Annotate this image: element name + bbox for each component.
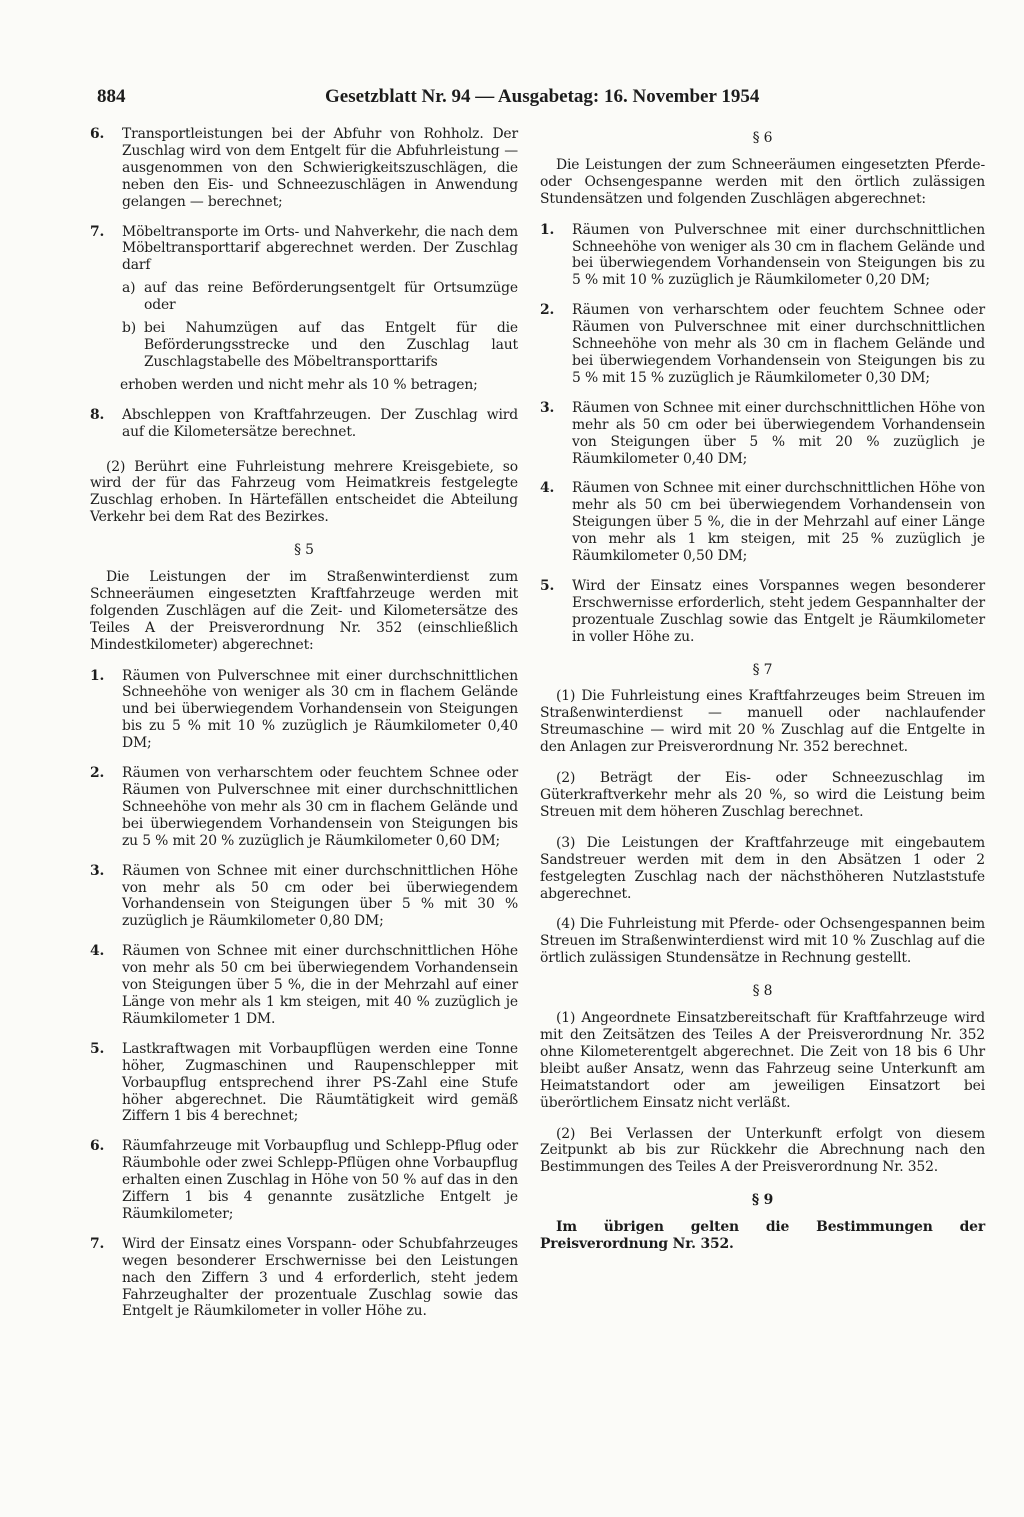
sub-item-label: a) <box>122 280 136 297</box>
paragraph: (3) Die Leistungen der Kraftfahrzeuge mit eingebautem Sandstreuer werden mit dem in den Absätzen 1 oder 2 festgelegten Zuschlag nach der nächsthöheren Nutzlaststufe abgerechnet. <box>540 834 985 902</box>
item-text: Räumen von Pulverschnee mit einer durchschnittlichen Schneehöhe von weniger als 30 cm in flachem Gelände und bei überwiegendem Vorhandensein von Steigungen bis zu 5 % mit 10 % zuzüglich je Räumkilometer 0,20 DM; <box>572 221 985 289</box>
item-number: 1. <box>540 221 555 238</box>
list-item <box>540 222 985 290</box>
item-text: Wird der Einsatz eines Vorspann- oder Schubfahrzeuges wegen besonderer Erschwernisse bei den Leistungen nach den Ziffern 3 und 4 erforderlich, steht jedem Fahrzeughalter der prozentuale Zuschlag sowie das Entgelt je Räumkilometer in voller Höhe zu. <box>122 1235 518 1320</box>
list-item <box>90 126 518 211</box>
list-item <box>90 943 518 1028</box>
item-number: 8. <box>90 406 105 423</box>
list-item <box>90 1236 518 1321</box>
sub-item-text: auf das reine Beförderungsentgelt für Ortsumzüge oder <box>144 280 518 314</box>
list-item <box>540 578 985 646</box>
item-number: 5. <box>90 1040 105 1057</box>
section-heading: § 5 <box>294 542 314 559</box>
item-text: Wird der Einsatz eines Vorspannes wegen besonderer Erschwernisse erforderlich, steht jedem Gespannhalter der prozentuale Zuschlag sowie das Entgelt je Räumkilometer in voller Höhe zu. <box>572 577 985 645</box>
sub-item <box>122 320 518 371</box>
item-text: Räumen von verharschtem oder feuchtem Schnee oder Räumen von Pulverschnee mit einer durchschnittlichen Schneehöhe von mehr als 30 cm in flachem Gelände und bei überwiegendem Vorhandensein von Steigungen bis zu 5 % mit 20 % zuzüglich je Räumkilometer 0,60 DM; <box>122 765 518 849</box>
item-number: 5. <box>540 577 555 594</box>
item-number: 6. <box>90 126 105 142</box>
section-intro: Die Leistungen der zum Schneeräumen eingesetzten Pferde- oder Ochsengespanne werden mit den örtlich zulässigen Stundensätzen und folgenden Zuschlägen abgerechnet: <box>540 156 985 207</box>
item-number: 3. <box>90 862 105 879</box>
item-text: Abschleppen von Kraftfahrzeugen. Der Zuschlag wird auf die Kilometersätze berechnet. <box>122 406 518 440</box>
item-text: Räumen von Schnee mit einer durchschnittlichen Höhe von mehr als 50 cm bei überwiegendem Vorhandensein von Steigungen über 5 %, die in der Mehrzahl auf einer Länge von mehr als 1 km steigen, mit 40 % zuzüglich je Räumkilometer 1 DM. <box>122 943 518 1027</box>
paragraph: (2) Beträgt der Eis- oder Schneezuschlag im Güterkraftverkehr mehr als 20 %, so wird die Leistung beim Streuen mit dem höheren Zuschlag berechnet. <box>540 770 985 820</box>
item-text: Räumen von Schnee mit einer durchschnittlichen Höhe von mehr als 50 cm oder bei überwiegendem Vorhandensein von Steigungen über 5 % mit 20 % zuzüglich je Räumkilometer 0,40 DM; <box>572 399 985 467</box>
item-number: 4. <box>90 943 105 960</box>
item-text: Möbeltransporte im Orts- und Nahverkehr, die nach dem Möbeltransporttarif abgerechnet werden. Der Zuschlag darf <box>122 223 518 274</box>
left-column <box>90 126 518 1333</box>
item-text: Lastkraftwagen mit Vorbaupflügen werden eine Tonne höher, Zugmaschinen und Raupenschlepper mit Vorbaupflug entsprechend ihrer PS-Zahl eine Stufe höher abgerechnet. Die Räumtätigkeit wird gemäß Ziffern 1 bis 4 berechnet; <box>122 1040 518 1125</box>
item-number: 4. <box>540 480 555 497</box>
list-item <box>90 668 518 753</box>
paragraph: (2) Berührt eine Fuhrleistung mehrere Kreisgebiete, so wird der für das Fahrzeug vom Heimatkreis festgelegte Zuschlag erhoben. In Härtefällen entscheidet die Abteilung Verkehr bei dem Rat des Bezirkes. <box>90 458 518 526</box>
item-text: Räumen von Schnee mit einer durchschnittlichen Höhe von mehr als 50 cm bei überwiegendem Vorhandensein von Steigungen über 5 %, die in der Mehrzahl auf einer Länge von mehr als 1 km steigen, mit 25 % zuzüglich je Räumkilometer 0,50 DM; <box>572 480 985 565</box>
sub-item <box>122 280 518 314</box>
section-heading: § 9 <box>751 1192 774 1209</box>
paragraph: (4) Die Fuhrleistung mit Pferde- oder Ochsengespannen beim Streuen im Straßenwinterdienst wird mit 10 % Zuschlag auf die örtlich zulässigen Stundensätze in Rechnung gestellt. <box>540 916 985 967</box>
item-text: Räumfahrzeuge mit Vorbaupflug und Schlepp-Pflug oder Räumbohle oder zwei Schlepp-Pflügen ohne Vorbaupflug erhalten einen Zuschlag in Höhe von 50 % auf das in den Ziffern 1 bis 4 genannte zusätzliche Entgelt je Räumkilometer; <box>122 1138 518 1222</box>
item-continuation: erhoben werden und nicht mehr als 10 % betragen; <box>120 376 478 393</box>
paragraph: Im übrigen gelten die Bestimmungen der Preisverordnung Nr. 352. <box>540 1219 985 1253</box>
running-title: Gesetzblatt Nr. 94 — Ausgabetag: 16. November 1954 <box>325 86 760 107</box>
sub-item-label: b) <box>122 320 137 337</box>
item-number: 6. <box>90 1138 105 1155</box>
section-intro: Die Leistungen der im Straßenwinterdienst zum Schneeräumen eingesetzten Kraftfahrzeuge werden mit folgenden Zuschlägen auf die Zeit- und Kilometersätze des Teiles A der Preisverordnung Nr. 352 (einschließlich Mindestkilometer) abgerechnet: <box>90 569 518 653</box>
item-number: 2. <box>90 765 105 782</box>
item-number: 7. <box>90 223 105 240</box>
item-text: Räumen von Pulverschnee mit einer durchschnittlichen Schneehöhe von weniger als 30 cm in flachem Gelände und bei überwiegendem Vorhandensein von Steigungen bis zu 5 % mit 10 % zuzüglich je Räumkilometer 0,40 DM; <box>122 667 518 752</box>
item-number: 1. <box>90 667 105 684</box>
section-heading: § 7 <box>752 661 773 678</box>
item-number: 2. <box>540 302 555 319</box>
paragraph: (1) Die Fuhrleistung eines Kraftfahrzeuges beim Streuen im Straßenwinterdienst — manuell oder nachlaufender Streumaschine — wird mit 20 % Zuschlag auf die Entgelte in den Anlagen zur Preisverordnung Nr. 352 berechnet. <box>540 688 985 756</box>
paragraph: (1) Angeordnete Einsatzbereitschaft für Kraftfahrzeuge wird mit den Zeitsätzen des Teiles A der Preisverordnung Nr. 352 ohne Kilometerentgelt abgerechnet. Die Zeit von 18 bis 6 Uhr bleibt außer Ansatz, wenn das Fahrzeug seine Unterkunft am Heimatstandort oder am jeweiligen Einsatzort bei überörtlichem Einsatz nicht verläßt. <box>540 1010 985 1111</box>
list-item <box>540 480 985 565</box>
section-heading: § 8 <box>752 983 773 1000</box>
list-item <box>90 224 518 394</box>
item-text: Räumen von verharschtem oder feuchtem Schnee oder Räumen von Pulverschnee mit einer durchschnittlichen Schneehöhe von mehr als 30 cm in flachem Gelände und bei überwiegendem Vorhandensein von Steigungen bis zu 5 % mit 15 % zuzüglich je Räumkilometer 0,30 DM; <box>572 302 985 386</box>
page-header <box>97 80 782 110</box>
item-number: 3. <box>540 399 555 416</box>
item-text: Transportleistungen bei der Abfuhr von Rohholz. Der Zuschlag wird von dem Entgelt für die Abfuhrleistung — ausgenommen von den Schwierigkeitszuschlägen, die neben den Eis- und Schneezuschlägen in Anwendung gelangen — berechnet; <box>122 126 518 210</box>
paragraph: (2) Bei Verlassen der Unterkunft erfolgt von diesem Zeitpunkt ab bis zur Rückkehr die Abrechnung nach den Bestimmungen des Teiles A der Preisverordnung Nr. 352. <box>540 1125 985 1176</box>
list-item <box>90 765 518 850</box>
list-item <box>90 863 518 931</box>
right-column <box>540 126 985 1267</box>
list-item <box>90 1138 518 1223</box>
item-number: 7. <box>90 1235 105 1252</box>
section-heading: § 6 <box>752 130 773 146</box>
item-text: Räumen von Schnee mit einer durchschnittlichen Höhe von mehr als 50 cm oder bei überwiegendem Vorhandensein von Steigungen über 5 % mit 30 % zuzüglich je Räumkilometer 0,80 DM; <box>122 862 518 930</box>
list-item <box>90 407 518 441</box>
list-item <box>90 1041 518 1126</box>
sub-item-text: bei Nahumzügen auf das Entgelt für die Beförderungsstrecke und den Zuschlag laut Zuschlagstabelle des Möbeltransporttarifs <box>144 320 518 370</box>
list-item <box>540 400 985 468</box>
page-number: 884 <box>97 86 126 107</box>
list-item <box>540 302 985 387</box>
